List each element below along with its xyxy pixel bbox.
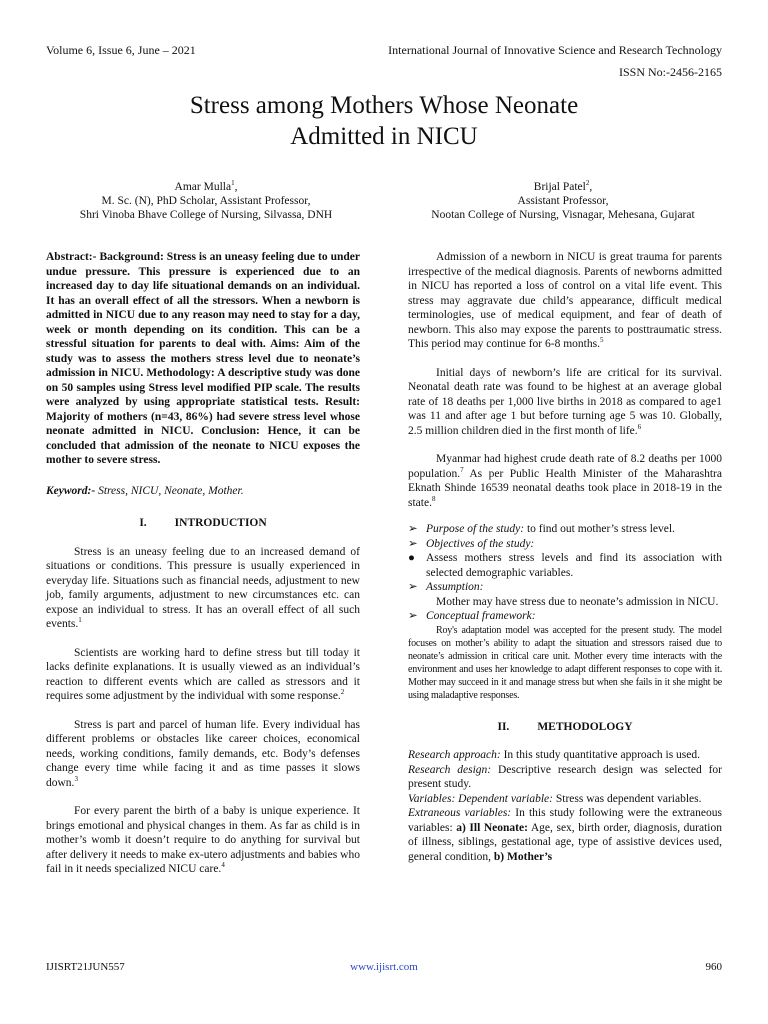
- extraneous-text: In this study following were the extraneous variables:: [408, 807, 722, 834]
- design-text: Descriptive research design was selected for present study.: [408, 763, 722, 790]
- paragraph: [408, 452, 722, 510]
- section-heading-methodology: [408, 720, 722, 735]
- section-number: II.: [497, 720, 510, 733]
- author-block-1: Amar Mulla$^1$, M. Sc. (N), PhD Scholar, Assistant Professor, Shri Vinoba Bhave College of Nursing, Silvassa, DNH: [46, 180, 366, 222]
- author-title: M. Sc. (N), PhD Scholar, Assistant Professor,: [101, 195, 311, 207]
- assumption-label: Assumption:: [426, 581, 484, 593]
- research-design: [408, 763, 722, 792]
- author-block-2: Brijal Patel$^2$, Assistant Professor, Nootan College of Nursing, Visnagar, Mehesana, Gujarat: [400, 180, 726, 222]
- paragraph-text: Myanmar had highest crude death rate of 8.2 deaths per 1000 population.: [408, 453, 722, 480]
- extraneous-text-2: Age, sex, birth order, diagnosis, duration of illness, siblings, gestational age, type of assistive devices used, general condition,: [408, 821, 723, 863]
- citation: 3: [74, 774, 78, 783]
- variables: [408, 792, 722, 807]
- approach-text: In this study quantitative approach is used.: [500, 749, 701, 761]
- variables-label: Variables: Dependent variable:: [408, 792, 553, 805]
- author-name: Amar Mulla: [174, 181, 232, 193]
- citation: 5: [599, 336, 604, 345]
- citation: 8: [431, 494, 436, 503]
- title-line-2: Admitted in NICU: [290, 123, 478, 150]
- paragraph-text: Stress is an uneasy feeling due to an increased demand of situations or conditions. This pressure is usually experienced in everyday life. Situations such as financial needs, adjustment to new job, family arguments, adjustment to new circumstances etc. can expose an individual to stress. It has an overall effect of all such events.: [46, 545, 360, 630]
- study-list: [408, 522, 722, 702]
- paper-code: IJISRT21JUN557: [46, 961, 125, 973]
- design-label: Research design:: [408, 763, 492, 776]
- section-title: INTRODUCTION: [174, 517, 267, 529]
- mothers-label: b) Mother’s: [493, 850, 553, 863]
- journal-website-link[interactable]: www.ijisrt.com: [350, 961, 418, 973]
- list-item-purpose: [408, 522, 722, 537]
- citation: 1: [78, 616, 82, 625]
- arrow-bullet-icon: ➢: [408, 523, 418, 535]
- issn: ISSN No:-2456-2165: [618, 65, 722, 79]
- assumption-text: Mother may have stress due to neonate’s admission in NICU.: [436, 595, 719, 608]
- paragraph: [46, 718, 360, 791]
- keywords: [46, 484, 360, 499]
- paragraph-text: As per Public Health Minister of the Maharashtra Eknath Shinde 16539 neonatal deaths took place in 2018-19 in the state.: [408, 467, 722, 509]
- paragraph: [46, 804, 360, 877]
- list-item-objective-1: [408, 551, 722, 580]
- author-sup: 1: [231, 179, 235, 188]
- conceptual-label: Conceptual framework:: [426, 610, 536, 622]
- arrow-bullet-icon: ➢: [408, 537, 418, 550]
- paragraph: [408, 366, 722, 439]
- paragraph-text: Scientists are working hard to define stress but till today it lacks definite explanations. It is usually viewed as an individual’s reaction to different events which are called as stressors and it requires some adjustment by the individual with some response.: [46, 646, 360, 702]
- section-number: I.: [139, 517, 147, 529]
- author-affiliation: Nootan College of Nursing, Visnagar, Mehesana, Gujarat: [431, 209, 695, 221]
- purpose-label: Purpose of the study:: [426, 523, 525, 535]
- author-name: Brijal Patel: [533, 181, 586, 193]
- abstract: Abstract:- Background: Stress is an uneasy feeling due to under undue pressure. This pressure is experienced due to an increased day to day life situational demands on an individual. It has an overall effect of all the stressors. When a newborn is admitted in NICU due to any reason may need to stay for a day, week or month depending on its condition. This can be a stressful situation for parents to deal with. Aims: Aim of the study was to assess the mothers stress level due to neonate’s admission in NICU. Methodology: A descriptive study was done on 50 samples using Stress level modified PIP scale. The results were analyzed by using appropriate statistical tests. Result: Majority of mothers (n=43, 86%) had severe stress level whose neonate admitted in NICU. Conclusion: Hence, it can be concluded that admission of the neonate to NICU exposes the mother to severe stress.: [46, 251, 360, 466]
- research-approach: [408, 748, 722, 763]
- keywords-value: Stress, NICU, Neonate, Mother.: [98, 484, 244, 497]
- objectives-label: Objectives of the study:: [426, 537, 535, 550]
- list-item-conceptual: [408, 609, 722, 624]
- variables-text: Stress was dependent variables.: [553, 792, 702, 805]
- paragraph-text: Initial days of newborn’s life are critical for its survival. Neonatal death rate was found to be highest at an average global rate of 18 deaths per 1,000 live births in 2018 as compared to age1 was 11 and after age 1 but before turning age 5 was 10. Globally, 2.5 million children died in the first month of life.: [408, 366, 722, 437]
- dot-bullet-icon: ●: [408, 552, 415, 564]
- page-number: 960: [705, 961, 722, 973]
- section-heading-introduction: [46, 516, 360, 531]
- extraneous-label: Extraneous variables:: [408, 807, 512, 819]
- citation: 4: [221, 861, 225, 870]
- paragraph-text: Stress is part and parcel of human life. Every individual has different problems or obstacles like career choices, economical needs, working conditions, family demands, etc. Body’s defenses change every time while facing it and as time passes it slows down.: [46, 718, 360, 789]
- left-column: [46, 250, 360, 877]
- title-line-1: Stress among Mothers Whose Neonate: [189, 92, 579, 119]
- ill-neonate-label: a) Ill Neonate:: [456, 821, 528, 834]
- arrow-bullet-icon: ➢: [408, 581, 418, 593]
- section-title: METHODOLOGY: [537, 720, 633, 733]
- citation: 6: [637, 422, 642, 431]
- paragraph-text: Admission of a newborn in NICU is great trauma for parents irrespective of the medical diagnosis. Parents of newborns admitted in NICU has reported a loss of control on a vital life event. This stress may aggravate due child’s appearance, difficult medical terminologies, use of medical equipment, and fear of death of newborn. This also may expose the parents to posttraumatic stress. This period may continue for 6-8 months.: [408, 251, 722, 350]
- keywords-label: Keyword:-: [46, 484, 96, 497]
- approach-label: Research approach:: [408, 749, 501, 761]
- volume-info: Volume 6, Issue 6, June – 2021: [46, 43, 196, 57]
- paragraph: [46, 646, 360, 704]
- purpose-text: to find out mother’s stress level.: [524, 523, 675, 535]
- paragraph-text: For every parent the birth of a baby is unique experience. It brings emotional and physical changes in them. As far as child is in mother’s womb it doesn’t require to do anything for survival but after delivery it needs to make ex-utero adjustments and babies who fail in it needs specialized NICU care.: [46, 805, 360, 875]
- conceptual-text: Roy's adaptation model was accepted for the present study. The model focuses on mother’s ability to adapt the situation and stressors raised due to neonate’s admission in critical care unit. Mother every time interacts with the environment and uses her knowledge to adapt different responses to cope with it. Mother may succeed in it and manage stress but when she fails in it she might be using maladaptive responses.: [408, 624, 722, 701]
- extraneous-variables: [408, 806, 722, 864]
- list-item-assumption: [408, 580, 722, 595]
- citation: 2: [340, 688, 345, 697]
- paragraph: [408, 250, 722, 352]
- right-column: [408, 250, 722, 864]
- paragraph: [46, 545, 360, 632]
- paper-title: [60, 90, 708, 152]
- list-item-objectives: [408, 537, 722, 552]
- citation: 7: [460, 465, 464, 474]
- author-affiliation: Shri Vinoba Bhave College of Nursing, Silvassa, DNH: [79, 209, 333, 221]
- objective-text: Assess mothers stress levels and find its association with selected demographic variables.: [426, 552, 722, 579]
- arrow-bullet-icon: ➢: [408, 610, 418, 622]
- author-sup: 2: [585, 179, 590, 188]
- author-title: Assistant Professor,: [517, 195, 609, 207]
- journal-name: International Journal of Innovative Science and Research Technology: [388, 43, 722, 57]
